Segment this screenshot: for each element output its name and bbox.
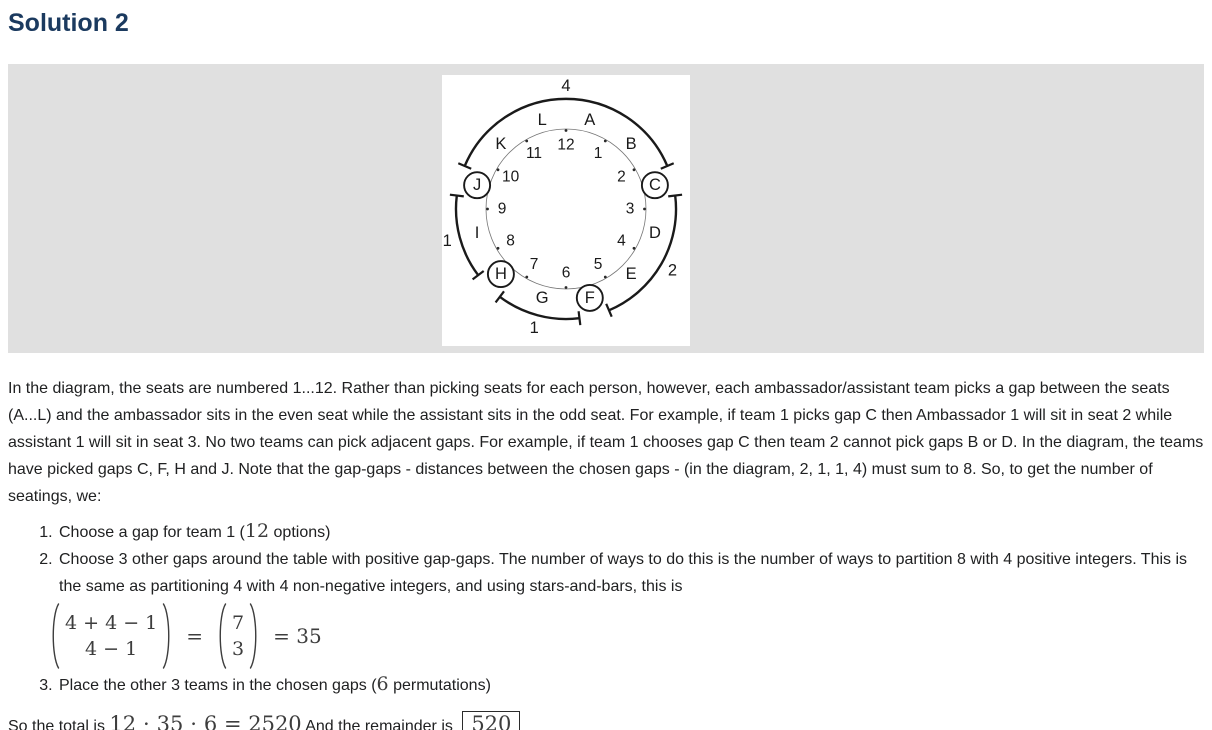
svg-text:K: K (495, 134, 507, 153)
step-2-text: Choose 3 other gaps around the table with positive gap-gaps. The number of ways to do this is the number of ways to partition 8 with 4 positive integers. This is the same as partitioning 4 with 4 non-negative integers, and using stars-and-bars, this is (59, 551, 1188, 595)
svg-text:10: 10 (501, 168, 520, 186)
step-3-text-post: permutations) (388, 677, 491, 694)
solution-paragraph: In the diagram, the seats are numbered 1...12. Rather than picking seats for each person, however, each ambassador/assistant team picks a gap between the seats (A...L) and the ambassador sits in the even seat while the assistant sits in the odd seat. For example, if team 1 picks gap C then Ambassador 1 will sit in seat 2 while assistant 1 will sit in seat 3. No two teams can pick adjacent gaps. For example, if team 1 chooses gap C then team 2 cannot pick gaps B or D. In the diagram, the teams have picked gaps C, F, H and J. Note that the gap-gaps - distances between the chosen gaps - (in the diagram, 2, 1, 1, 4) must sum to 8. So, to get the number of seatings, we: (8, 380, 1204, 505)
svg-text:7: 7 (529, 255, 539, 273)
page-title: Solution 2 (8, 9, 129, 37)
svg-text:E: E (625, 265, 637, 284)
solution-steps (8, 519, 1212, 699)
svg-text:D: D (648, 223, 661, 242)
total-pre-text: So the total is (8, 718, 110, 730)
diagram-panel (8, 64, 1204, 353)
svg-text:J: J (472, 176, 482, 195)
svg-text:1: 1 (442, 231, 452, 250)
svg-text:12: 12 (557, 136, 575, 154)
step-item-2 (57, 546, 1212, 670)
step-1-math: 12 (244, 520, 270, 542)
svg-text:5: 5 (593, 255, 603, 273)
svg-text:3: 3 (625, 200, 635, 218)
right-paren-icon (162, 602, 175, 670)
step-1-text-post: options) (269, 524, 331, 541)
svg-text:11: 11 (525, 145, 543, 163)
step-item-3 (57, 672, 1212, 699)
binom-1-bottom: 4 − 1 (85, 638, 138, 660)
svg-text:C: C (648, 176, 661, 195)
binom-1-top: 4 + 4 − 1 (65, 612, 158, 634)
formula-equals: = (186, 623, 204, 648)
svg-text:2: 2 (667, 261, 678, 280)
binom-2-top: 7 (232, 612, 245, 634)
binom-2-bottom: 3 (232, 638, 245, 660)
total-line (8, 709, 1204, 730)
svg-text:1: 1 (593, 145, 603, 163)
svg-text:F: F (584, 288, 595, 307)
diagram-card (442, 75, 690, 346)
formula-binom-1 (47, 602, 175, 670)
total-math: 12 ⋅ 35 ⋅ 6 = 2520 (109, 712, 302, 730)
svg-text:4: 4 (617, 232, 626, 250)
svg-text:L: L (537, 111, 547, 130)
svg-text:8: 8 (506, 232, 515, 250)
svg-text:6: 6 (561, 264, 571, 282)
svg-text:H: H (494, 265, 507, 284)
step-3-text: Place the other 3 teams in the chosen gaps ( (59, 677, 377, 694)
svg-text:A: A (584, 111, 596, 130)
step-1-text: Choose a gap for team 1 ( (59, 524, 245, 541)
boxed-answer: 520 (462, 711, 520, 730)
svg-text:G: G (535, 288, 549, 307)
left-paren-icon (47, 602, 60, 670)
step-3-math: 6 (376, 673, 389, 695)
step-item-1 (57, 519, 1212, 546)
right-paren-icon (249, 602, 262, 670)
svg-text:I: I (474, 223, 480, 242)
svg-text:2: 2 (617, 168, 626, 186)
formula-result: = 35 (273, 623, 322, 648)
svg-text:1: 1 (529, 318, 539, 337)
total-mid-text: And the remainder is (301, 718, 458, 730)
seating-diagram (442, 75, 690, 346)
binomial-formula (47, 602, 1212, 670)
svg-text:4: 4 (561, 77, 571, 95)
formula-binom-2 (214, 602, 262, 670)
svg-text:9: 9 (497, 200, 507, 218)
left-paren-icon (214, 602, 227, 670)
svg-text:B: B (625, 134, 637, 153)
